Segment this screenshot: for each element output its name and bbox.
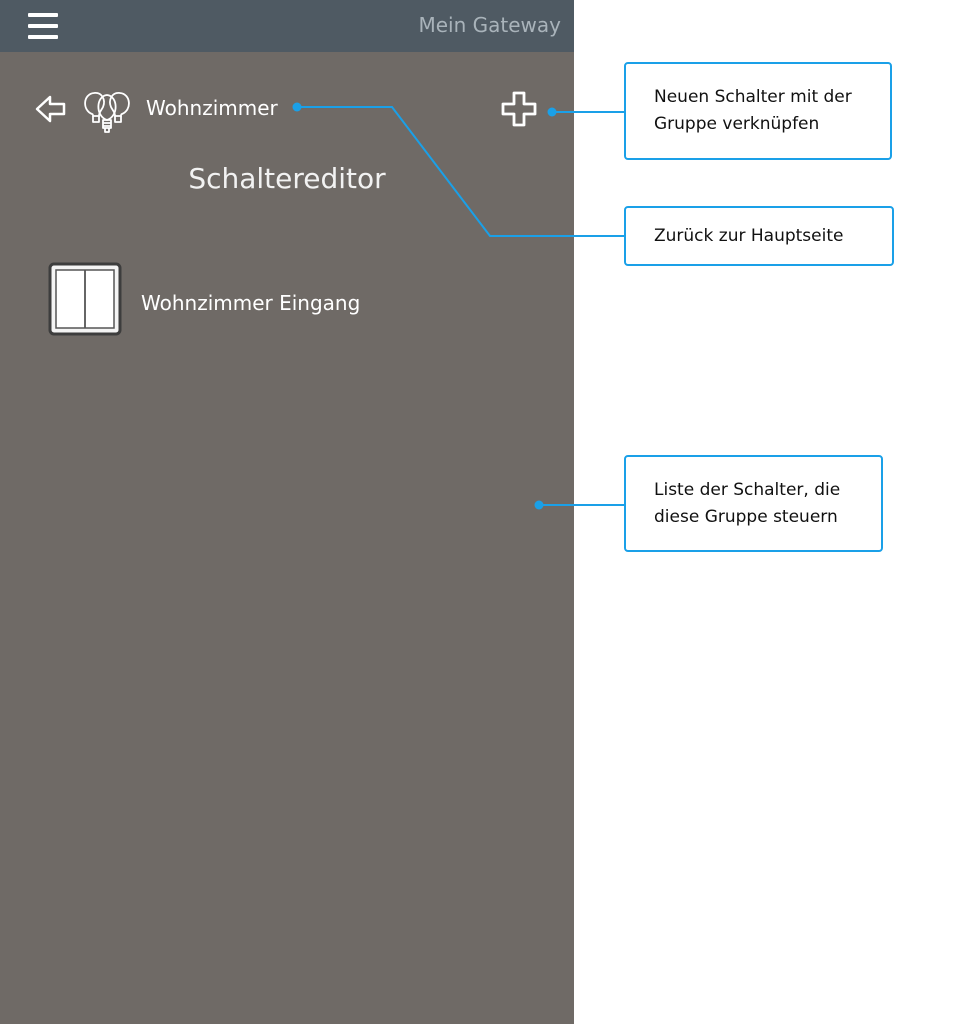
gateway-title[interactable]: Mein Gateway xyxy=(418,13,561,37)
top-bar xyxy=(0,0,574,52)
list-item[interactable] xyxy=(48,262,548,338)
switch-list xyxy=(0,256,574,1016)
callout-switch-list: Liste der Schalter, die diese Gruppe steuern xyxy=(624,455,883,552)
lightbulbs-icon[interactable] xyxy=(80,84,134,138)
group-name: Wohnzimmer xyxy=(146,96,278,120)
arrow-left-icon[interactable] xyxy=(34,94,68,124)
switch-name: Wohnzimmer Eingang xyxy=(141,291,361,315)
double-rocker-switch-icon xyxy=(48,262,122,336)
callout-back: Zurück zur Hauptseite xyxy=(624,206,894,266)
page-title: Schaltereditor xyxy=(188,162,386,195)
callout-add-switch: Neuen Schalter mit der Gruppe verknüpfen xyxy=(624,62,892,160)
hamburger-menu-icon[interactable] xyxy=(28,13,58,39)
plus-outline-icon[interactable] xyxy=(500,90,538,128)
